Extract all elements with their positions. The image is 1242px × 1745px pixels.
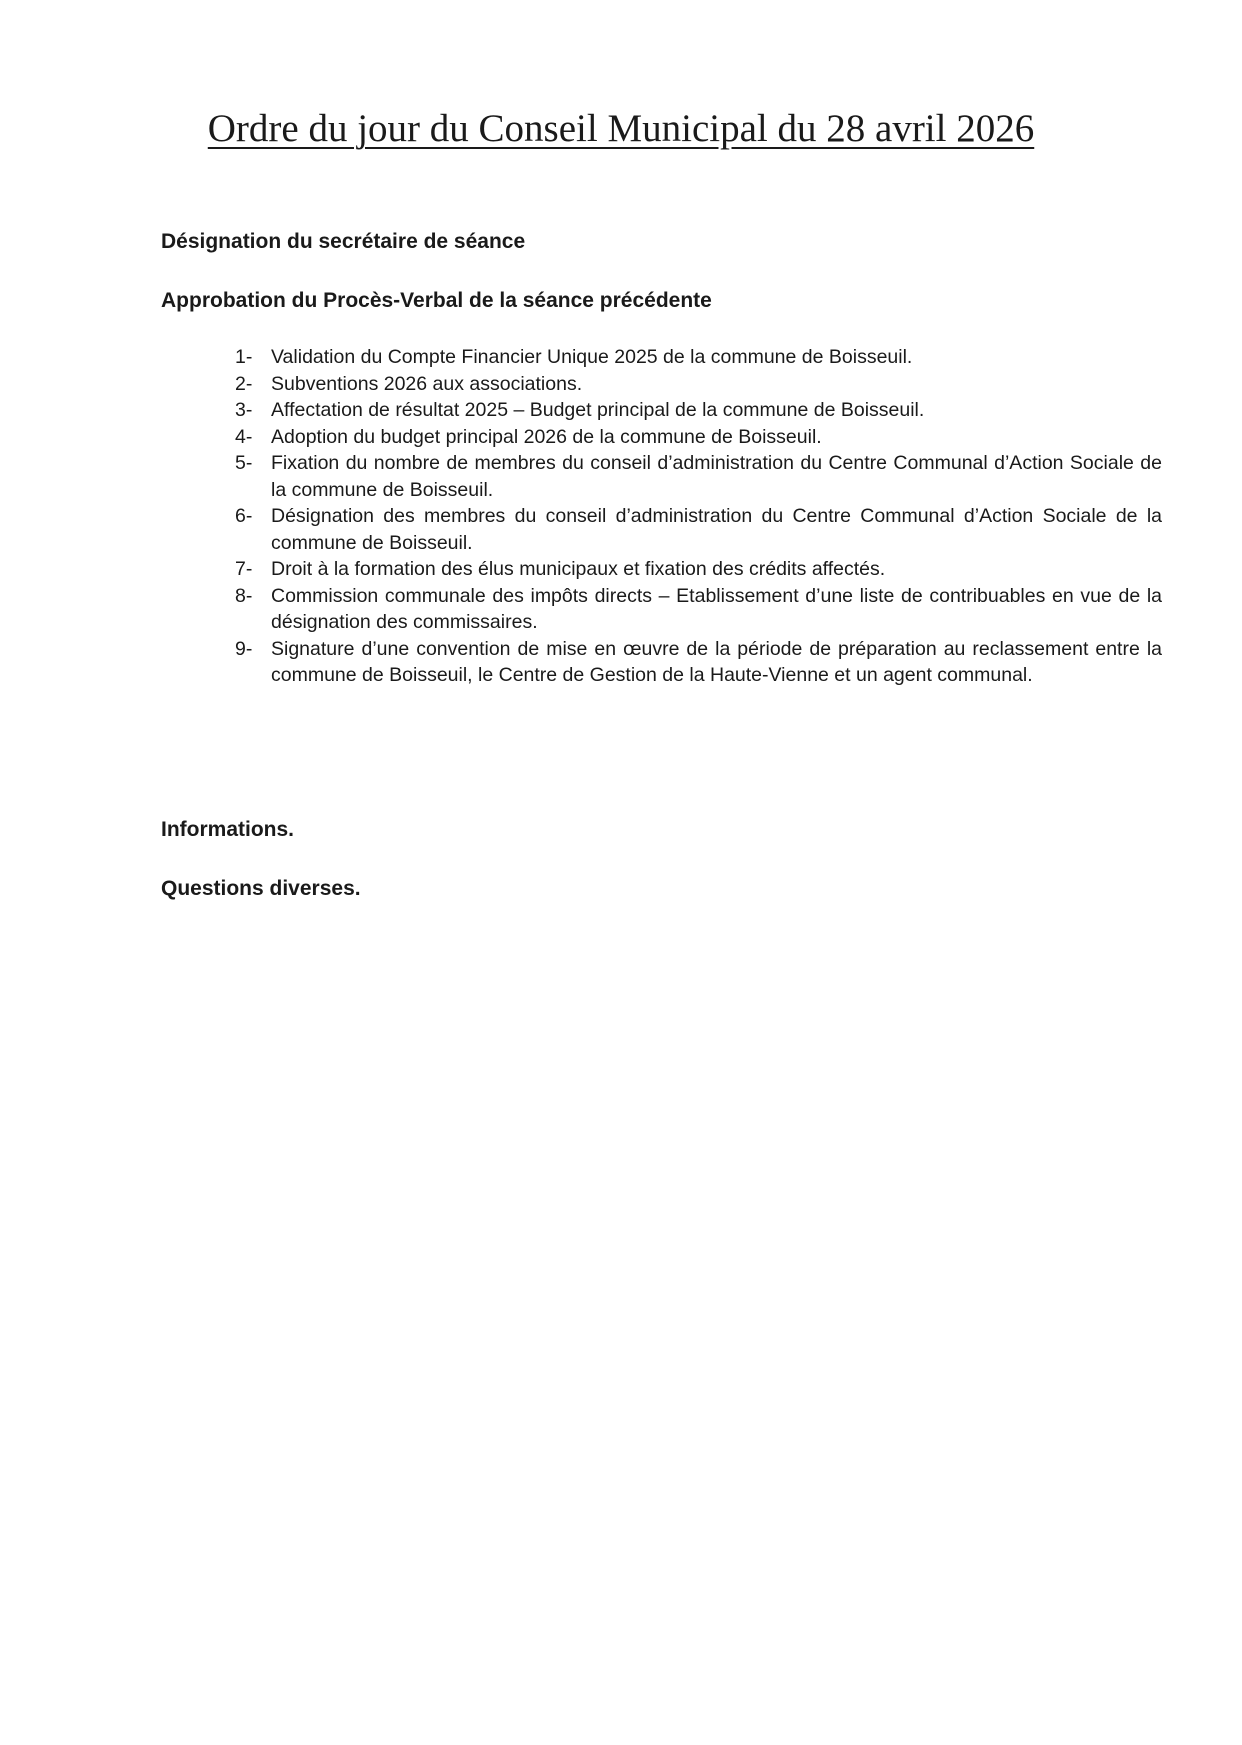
agenda-item-text: Subventions 2026 aux associations. [271,372,583,395]
agenda-list [161,344,1161,689]
agenda-item [161,371,1161,398]
agenda-item-text: Affectation de résultat 2025 – Budget principal de la commune de Boisseuil. [271,399,925,421]
agenda-item [161,636,1161,689]
secretary-designation-heading: Désignation du secrétaire de séance [161,230,526,253]
agenda-item [161,503,1161,556]
agenda-item-number: 6- [235,505,253,527]
agenda-item-number: 8- [235,584,253,607]
agenda-item [161,424,1161,451]
informations-heading: Informations. [161,818,295,841]
agenda-item-text: Commission communale des impôts directs – Etablissement d’une liste de contribuables en vue de la désignation des commissaires. [271,584,1162,633]
agenda-item-number: 1- [235,346,253,368]
agenda-item-number: 7- [235,558,253,580]
page-title: Ordre du jour du Conseil Municipal du 28 avril 2026 [207,107,1035,150]
agenda-item-text: Fixation du nombre de membres du conseil d’administration du Centre Communal d’Action Sociale de la commune de Boisseuil. [271,452,1162,501]
minutes-approval-heading: Approbation du Procès-Verbal de la séance précédente [161,289,712,312]
agenda-item [161,556,1161,583]
agenda-item-number: 9- [235,637,253,660]
agenda-item-number: 2- [235,372,253,395]
agenda-item-number: 4- [235,425,253,448]
agenda-item-text: Droit à la formation des élus municipaux et fixation des crédits affectés. [271,558,886,580]
agenda-item-text: Adoption du budget principal 2026 de la commune de Boisseuil. [271,425,822,448]
agenda-item-text: Validation du Compte Financier Unique 2025 de la commune de Boisseuil. [271,346,913,368]
agenda-item [161,450,1161,503]
agenda-item [161,344,1161,371]
agenda-item-text: Signature d’une convention de mise en œuvre de la période de préparation au reclassement entre la commune de Boisseuil, le Centre de Gestion de la Haute-Vienne et un agent communal. [271,637,1162,686]
agenda-item-number: 3- [235,399,253,421]
agenda-item-number: 5- [235,452,253,474]
agenda-item [161,397,1161,424]
questions-heading: Questions diverses. [161,877,361,900]
agenda-item [161,583,1161,636]
agenda-item-text: Désignation des membres du conseil d’administration du Centre Communal d’Action Sociale de la commune de Boisseuil. [271,505,1162,554]
